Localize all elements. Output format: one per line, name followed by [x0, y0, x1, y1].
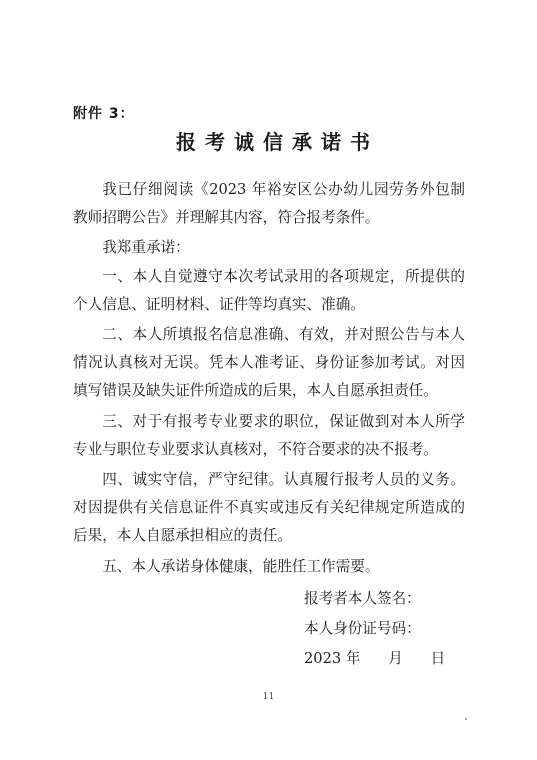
paragraph-intro: 我已仔细阅读《2023 年裕安区公办幼儿园劳务外包制教师招聘公告》并理解其内容，符合报考条件。 — [73, 181, 465, 227]
signature-block — [304, 584, 445, 674]
paragraph-item-5: 五、本人承诺身体健康，能胜任工作需要。 — [102, 557, 380, 575]
paragraph-item-1: 一、本人自觉遵守本次考试录用的各项规定，所提供的个人信息、证明材料、证件等均真实、准确。 — [73, 267, 465, 313]
id-number-label: 本人身份证号码： — [304, 620, 421, 637]
signer-label: 报考者本人签名： — [304, 590, 421, 607]
paragraph-pledge-heading: 我郑重承诺： — [102, 239, 190, 257]
document-title: 报考诚信承诺书 — [176, 130, 379, 154]
page-number: 11 — [262, 692, 275, 702]
scan-speck — [465, 718, 467, 720]
date-line: 2023 年 月 日 — [304, 650, 446, 667]
attachment-label: 附件 3： — [73, 106, 135, 122]
document-body — [73, 176, 465, 581]
paragraph-item-3: 三、对于有报考专业要求的职位，保证做到对本人所学专业与职位专业要求认真核对，不符合要求的决不报考。 — [73, 412, 465, 458]
paragraph-item-4: 四、诚实守信，严守纪律。认真履行报考人员的义务。对因提供有关信息证件不真实或违反有关纪律规定所造成的后果，本人自愿承担相应的责任。 — [73, 471, 465, 545]
paragraph-item-2: 二、本人所填报名信息准确、有效，并对照公告与本人情况认真核对无误。凭本人准考证、身份证参加考试。对因填写错误及缺失证件所造成的后果，本人自愿承担责任。 — [73, 326, 465, 400]
